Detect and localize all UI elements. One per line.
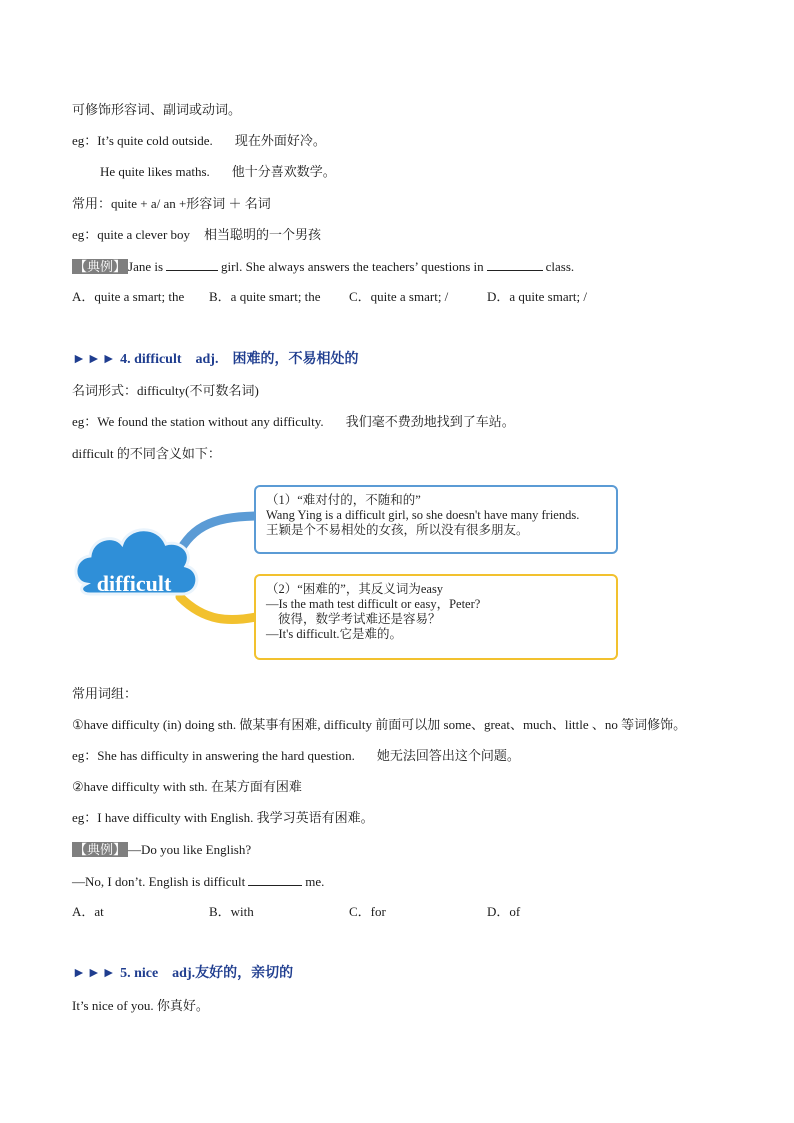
answer-blank[interactable] bbox=[166, 257, 218, 271]
option-a[interactable]: A．at bbox=[72, 904, 104, 919]
heading-text: 5. nice adj.友好的，亲切的 bbox=[120, 966, 294, 981]
section-heading-nice bbox=[72, 965, 293, 983]
answer-blank[interactable] bbox=[487, 257, 543, 271]
quite-example-1-en: eg：It’s quite cold outside. bbox=[72, 133, 213, 148]
phrase-1-example-cn: 她无法回答出这个问题。 bbox=[376, 748, 520, 763]
phrase-1: ①have difficulty (in) doing sth. 做某事有困难, difficulty 前面可以加 some、great、much、little 、no 等词修饰。 bbox=[72, 717, 687, 732]
quite-example-2 bbox=[100, 163, 336, 181]
option-c[interactable]: C．for bbox=[349, 904, 386, 919]
option-b[interactable]: B．with bbox=[209, 904, 254, 919]
option-d[interactable]: D．a quite smart; / bbox=[487, 289, 588, 304]
quite-question bbox=[72, 257, 574, 276]
phrase-1-example-en: eg：She has difficulty in answering the hard question. bbox=[72, 748, 355, 763]
connector-yellow bbox=[180, 597, 256, 620]
quite-usage: 常用：quite + a/ an +形容词 ＋ 名词 bbox=[72, 196, 271, 211]
meaning-1-title: （1）“难对付的，不随和的” bbox=[266, 493, 421, 507]
quite-example-2-en: He quite likes maths. bbox=[100, 164, 210, 179]
meaning-1-example-en: Wang Ying is a difficult girl, so she doesn't have many friends. bbox=[266, 508, 580, 522]
quite-question-part2: girl. She always answers the teachers’ questions in bbox=[221, 259, 484, 274]
phrases-title: 常用词组： bbox=[72, 686, 138, 701]
quite-options bbox=[72, 288, 625, 306]
question-line-2-part2: me. bbox=[305, 874, 325, 889]
difficult-options bbox=[72, 903, 625, 921]
cloud-label: difficult bbox=[96, 571, 172, 596]
option-a[interactable]: A．quite a smart; the bbox=[72, 289, 185, 304]
difficult-example-cn: 我们毫不费劲地找到了车站。 bbox=[345, 414, 515, 429]
quite-intro: 可修饰形容词、副词或动词。 bbox=[72, 102, 242, 117]
section-heading-difficult bbox=[72, 351, 358, 369]
heading-text: 4. difficult adj. 困难的，不易相处的 bbox=[120, 352, 359, 367]
quite-question-part3: class. bbox=[545, 259, 575, 274]
phrase-2-example: eg：I have difficulty with English. 我学习英语有困难。 bbox=[72, 810, 374, 825]
quite-example-3 bbox=[72, 226, 321, 244]
meaning-2-dialog-2: —It's difficult.它是难的。 bbox=[266, 627, 403, 641]
option-d[interactable]: D．of bbox=[487, 904, 521, 919]
arrows-icon: ►►► bbox=[72, 352, 117, 367]
meaning-diagram bbox=[70, 482, 630, 667]
difficult-question-line-1 bbox=[72, 841, 251, 859]
example-tag: 【典例】 bbox=[74, 842, 127, 857]
question-line-2-part1: —No, I don’t. English is difficult bbox=[72, 874, 246, 889]
quite-example-1 bbox=[72, 132, 326, 150]
quite-example-1-cn: 现在外面好冷。 bbox=[234, 133, 326, 148]
difficult-question-line-2 bbox=[72, 872, 324, 891]
arrows-icon: ►►► bbox=[72, 966, 117, 981]
difficult-example bbox=[72, 413, 515, 431]
quite-example-3-en: eg：quite a clever boy bbox=[72, 227, 191, 242]
option-b[interactable]: B．a quite smart; the bbox=[209, 289, 321, 304]
meaning-2-dialog-cn: 彼得，数学考试难还是容易？ bbox=[278, 612, 441, 626]
meaning-box-2 bbox=[254, 574, 618, 660]
meaning-2-title: （2）“困难的”，其反义词为easy bbox=[266, 582, 444, 596]
quite-question-part1: Jane is bbox=[128, 259, 164, 274]
option-c[interactable]: C．quite a smart; / bbox=[349, 289, 449, 304]
phrase-2: ②have difficulty with sth. 在某方面有困难 bbox=[72, 779, 302, 794]
difficult-meanings-intro: difficult 的不同含义如下： bbox=[72, 446, 221, 461]
example-tag: 【典例】 bbox=[74, 259, 127, 274]
nice-example: It’s nice of you. 你真好。 bbox=[72, 998, 209, 1013]
difficult-example-en: eg：We found the station without any difficulty. bbox=[72, 414, 324, 429]
meaning-2-dialog-1: —Is the math test difficult or easy，Peter? bbox=[266, 597, 481, 611]
phrase-1-example bbox=[72, 747, 520, 765]
difficult-noun-form: 名词形式：difficulty(不可数名词) bbox=[72, 383, 259, 398]
meaning-box-1 bbox=[254, 485, 618, 554]
quite-example-3-cn: 相当聪明的一个男孩 bbox=[204, 227, 322, 242]
quite-example-2-cn: 他十分喜欢数学。 bbox=[231, 164, 336, 179]
meaning-1-example-cn: 王颖是个不易相处的女孩，所以没有很多朋友。 bbox=[266, 523, 529, 537]
answer-blank[interactable] bbox=[248, 872, 302, 886]
question-line-1-text: —Do you like English? bbox=[128, 842, 252, 857]
